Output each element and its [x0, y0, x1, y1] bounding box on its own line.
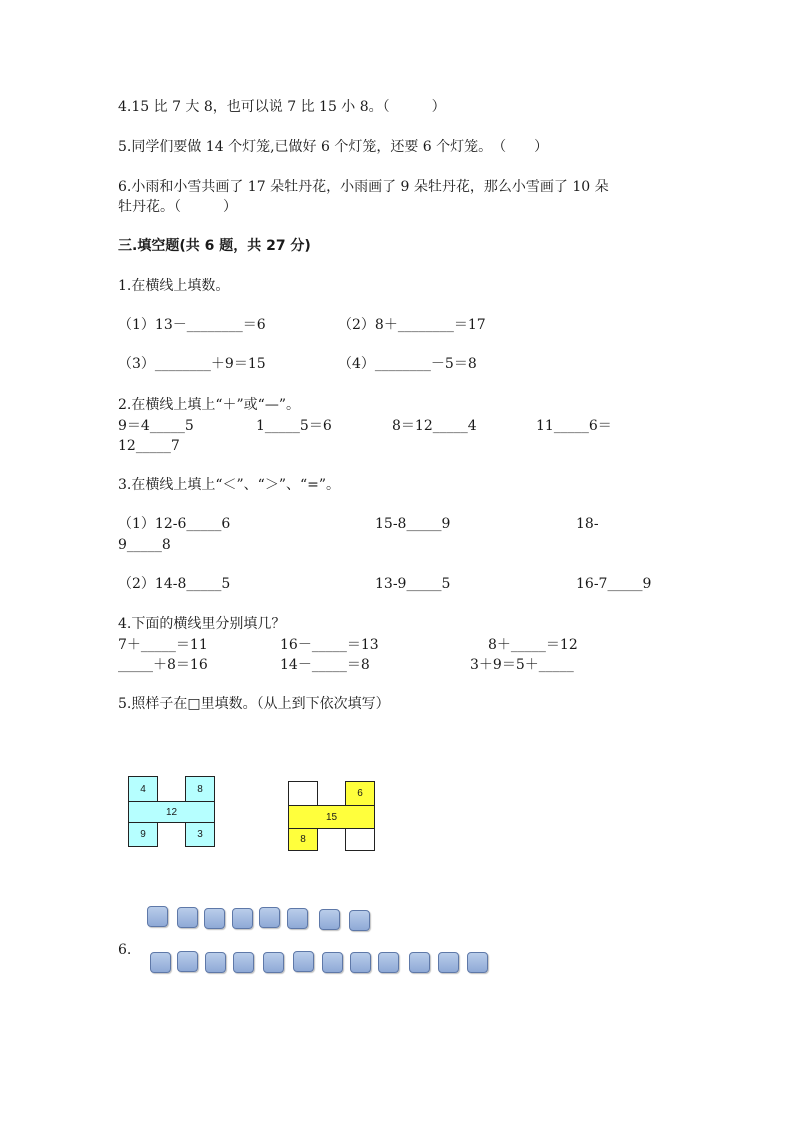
fill2-c: 8＝12_____4 — [392, 418, 477, 434]
square-block — [232, 908, 253, 929]
fill1-b: （2）8＋________＝17 — [338, 317, 486, 333]
fill1-c: （3）________＋9＝15 — [118, 356, 266, 372]
task-middle-cell: 15 — [288, 805, 375, 829]
square-block — [177, 951, 198, 972]
fill1-a: （1）13－________＝6 — [118, 317, 266, 333]
fill2-title: 2.在横线上填上“＋”或“—”。 — [118, 397, 300, 413]
square-block — [147, 906, 168, 927]
square-block — [349, 910, 370, 931]
example-bottom-right-cell: 3 — [185, 822, 215, 847]
fill3-r2a: （2）14-8_____5 — [118, 576, 231, 592]
square-block — [378, 952, 399, 973]
square-block — [204, 908, 225, 929]
fill2-a: 9＝4_____5 — [118, 418, 194, 434]
fill3-r2b: 13-9_____5 — [375, 576, 451, 592]
square-block — [409, 952, 430, 973]
fill5-title: 5.照样子在□里填数。（从上到下依次填写） — [118, 696, 390, 712]
example-top-left-cell: 4 — [128, 776, 158, 802]
fill3-title: 3.在横线上填上“＜”、“＞”、“=”。 — [118, 477, 341, 493]
task-bottom-left-cell: 8 — [288, 828, 318, 851]
task-bottom-right-cell[interactable] — [345, 828, 375, 851]
fill3-r1d: 9_____8 — [118, 537, 171, 553]
fill3-r1c: 18- — [576, 516, 599, 532]
example-bottom-left-cell: 9 — [128, 822, 158, 847]
fill4-c: 8＋_____＝12 — [488, 637, 578, 653]
task-top-left-cell[interactable] — [288, 781, 318, 806]
square-block — [263, 952, 284, 973]
square-block — [205, 952, 226, 973]
fill4-e: 14－_____＝8 — [280, 657, 370, 673]
square-block — [322, 952, 343, 973]
fill4-title: 4.下面的横线里分别填几？ — [118, 616, 286, 632]
judge-q5: 5.同学们要做 14 个灯笼,已做好 6 个灯笼，还要 6 个灯笼。 （ ） — [118, 139, 549, 155]
fill3-r2c: 16-7_____9 — [576, 576, 652, 592]
judge-q6-line2: 牡丹花。（ ） — [118, 199, 237, 215]
square-block — [319, 909, 340, 930]
square-block — [259, 907, 280, 928]
fill4-d: _____＋8＝16 — [118, 657, 208, 673]
square-block — [293, 951, 314, 972]
square-block — [150, 952, 171, 973]
fill2-b: 1_____5＝6 — [256, 418, 332, 434]
example-middle-cell: 12 — [128, 801, 215, 823]
fill1-title: 1.在横线上填数。 — [118, 278, 230, 294]
example-top-right-cell: 8 — [185, 776, 215, 802]
square-block — [287, 908, 308, 929]
square-block — [350, 952, 371, 973]
fill6-label: 6. — [118, 942, 132, 958]
fill4-f: 3＋9＝5＋_____ — [470, 657, 574, 673]
square-block — [233, 952, 254, 973]
square-block — [467, 952, 488, 973]
fill3-r1a: （1）12-6_____6 — [118, 516, 231, 532]
fill4-b: 16－_____＝13 — [280, 637, 379, 653]
fill2-d: 11_____6＝ — [536, 418, 612, 434]
judge-q4: 4.15 比 7 大 8，也可以说 7 比 15 小 8。（ ） — [118, 99, 446, 115]
fill3-r1b: 15-8_____9 — [375, 516, 451, 532]
fill2-e: 12_____7 — [118, 438, 180, 454]
fill1-d: （4）________－5＝8 — [338, 356, 477, 372]
fill4-a: 7＋_____＝11 — [118, 637, 208, 653]
task-top-right-cell: 6 — [345, 781, 375, 806]
square-block — [177, 907, 198, 928]
square-block — [438, 952, 459, 973]
judge-q6-line1: 6.小雨和小雪共画了 17 朵牡丹花，小雨画了 9 朵牡丹花，那么小雪画了 10 朵 — [118, 179, 609, 195]
section-title: 三.填空题(共 6 题，共 27 分) — [118, 238, 311, 254]
